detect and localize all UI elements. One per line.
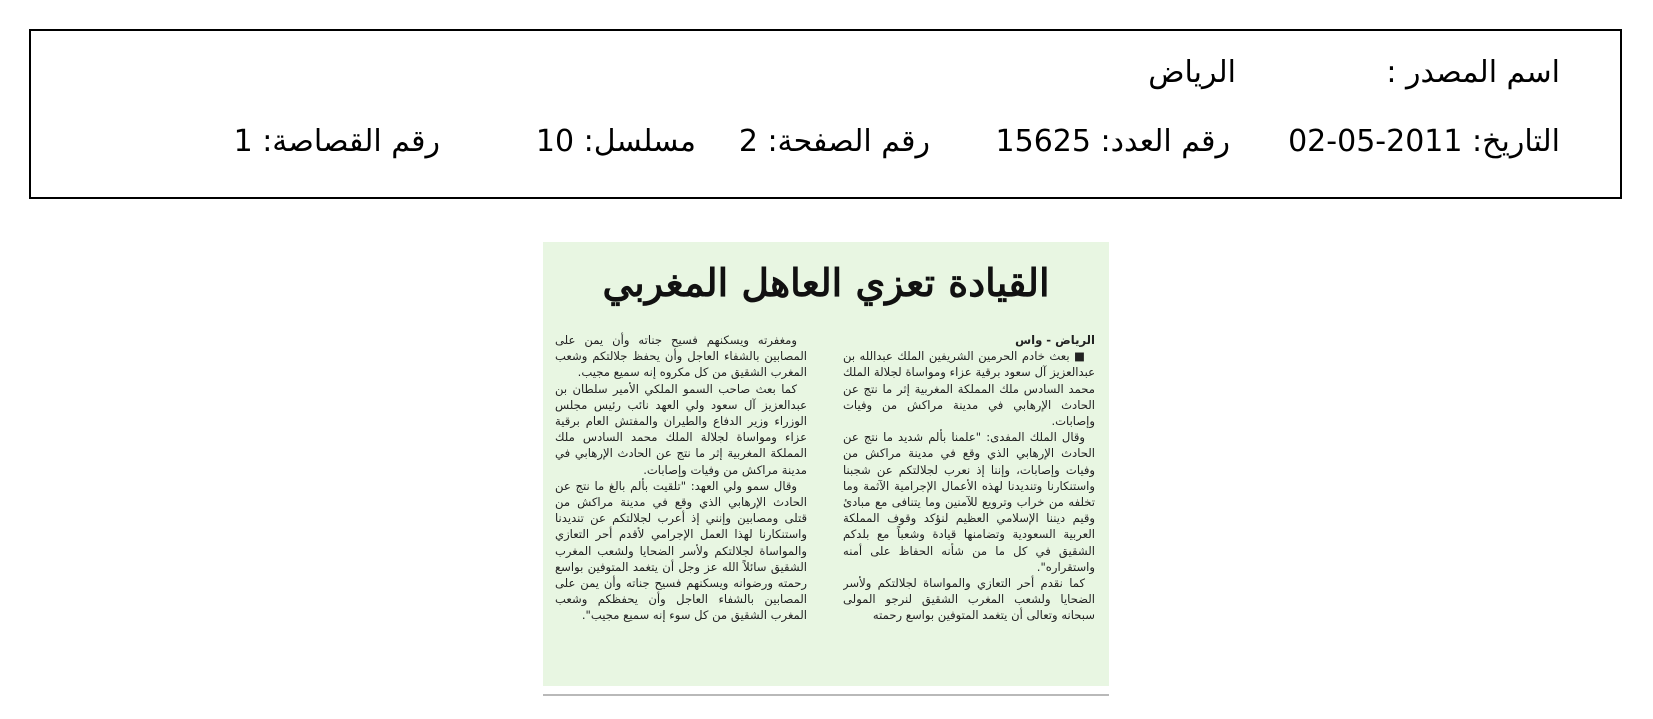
clipping-info-box	[29, 29, 1622, 199]
clip-number-field: رقم القصاصة: 1	[233, 124, 440, 159]
date-field: التاريخ: 2011-05-02	[1288, 124, 1560, 159]
serial-number-field: مسلسل: 10	[535, 124, 696, 159]
article-column-left	[555, 332, 807, 682]
issue-number-field: رقم العدد: 15625	[995, 124, 1230, 159]
article-paragraph: ومغفرته ويسكنهم فسيح جناته وأن يمن على المصابين بالشفاء العاجل وأن يحفظ جلالتكم وشعب المغرب الشقيق من كل مكروه إنه سميع مجيب.	[555, 333, 807, 380]
source-value: الرياض	[1148, 55, 1236, 90]
article-paragraph: وقال الملك المفدى: "علمنا بألم شديد ما نتج عن الحادث الإرهابي الذي وقع في مدينة مراكش من وفيات وإصابات، وإننا إذ نعرب لجلالتكم عن شجبنا واستنكارنا وتنديدنا لهذه الأعمال الإجرامية الآثمة وما تخلفه من خراب وترويع للآمنين وما يتنافى مع مبادئ وقيم ديننا الإسلامي العظيم لنؤكد وقوف المملكة العربية السعودية وتضامنها قيادة وشعباً مع بلدكم الشقيق في كل ما من شأنه الحفاظ على أمنه واستقراره".	[843, 430, 1095, 574]
article-paragraph: ■ بعث خادم الحرمين الشريفين الملك عبدالله بن عبدالعزيز آل سعود برقية عزاء ومواساة لجلالة الملك محمد السادس ملك المملكة المغربية إثر ما نتج عن الحادث الإرهابي في مدينة مراكش من وفيات وإصابات.	[843, 349, 1095, 429]
clipping-bottom-rule	[543, 694, 1109, 696]
source-label: اسم المصدر :	[1386, 55, 1560, 90]
article-dateline: الرياض - واس	[1015, 333, 1095, 347]
page-number-field: رقم الصفحة: 2	[738, 124, 930, 159]
article-column-right	[843, 332, 1095, 682]
article-paragraph: كما بعث صاحب السمو الملكي الأمير سلطان بن عبدالعزيز آل سعود ولي العهد نائب رئيس مجلس الوزراء وزير الدفاع والطيران والمفتش العام برقية عزاء ومواساة لجلالة الملك محمد السادس ملك المملكة المغربية إثر ما نتج عن الحادث الإرهابي في مدينة مراكش من وفيات وإصابات.	[555, 381, 807, 477]
newspaper-clipping	[543, 242, 1109, 686]
article-headline: القيادة تعزي العاهل المغربي	[602, 260, 1050, 305]
article-paragraph: كما نقدم أحر التعازي والمواساة لجلالتكم ولأسر الضحايا ولشعب المغرب الشقيق لنرجو المولى سبحانه وتعالى أن يتغمد المتوفين بواسع رحمته	[843, 576, 1095, 623]
article-paragraph: وقال سمو ولي العهد: "تلقيت بألم بالغ ما نتج عن الحادث الإرهابي الذي وقع في مدينة مراكش من قتلى ومصابين وإنني إذ أعرب لجلالتكم عن تنديدنا واستنكارنا لهذا العمل الإجرامي لأقدم أحر التعازي والمواساة لجلالتكم ولأسر الضحايا ولشعب المغرب الشقيق سائلاً الله عز وجل أن يتغمد المتوفين بواسع رحمته ورضوانه ويسكنهم فسيح جناته وأن يمن على المصابين بالشفاء العاجل وأن يحفظكم وشعب المغرب الشقيق من كل سوء إنه سميع مجيب".	[555, 478, 807, 623]
